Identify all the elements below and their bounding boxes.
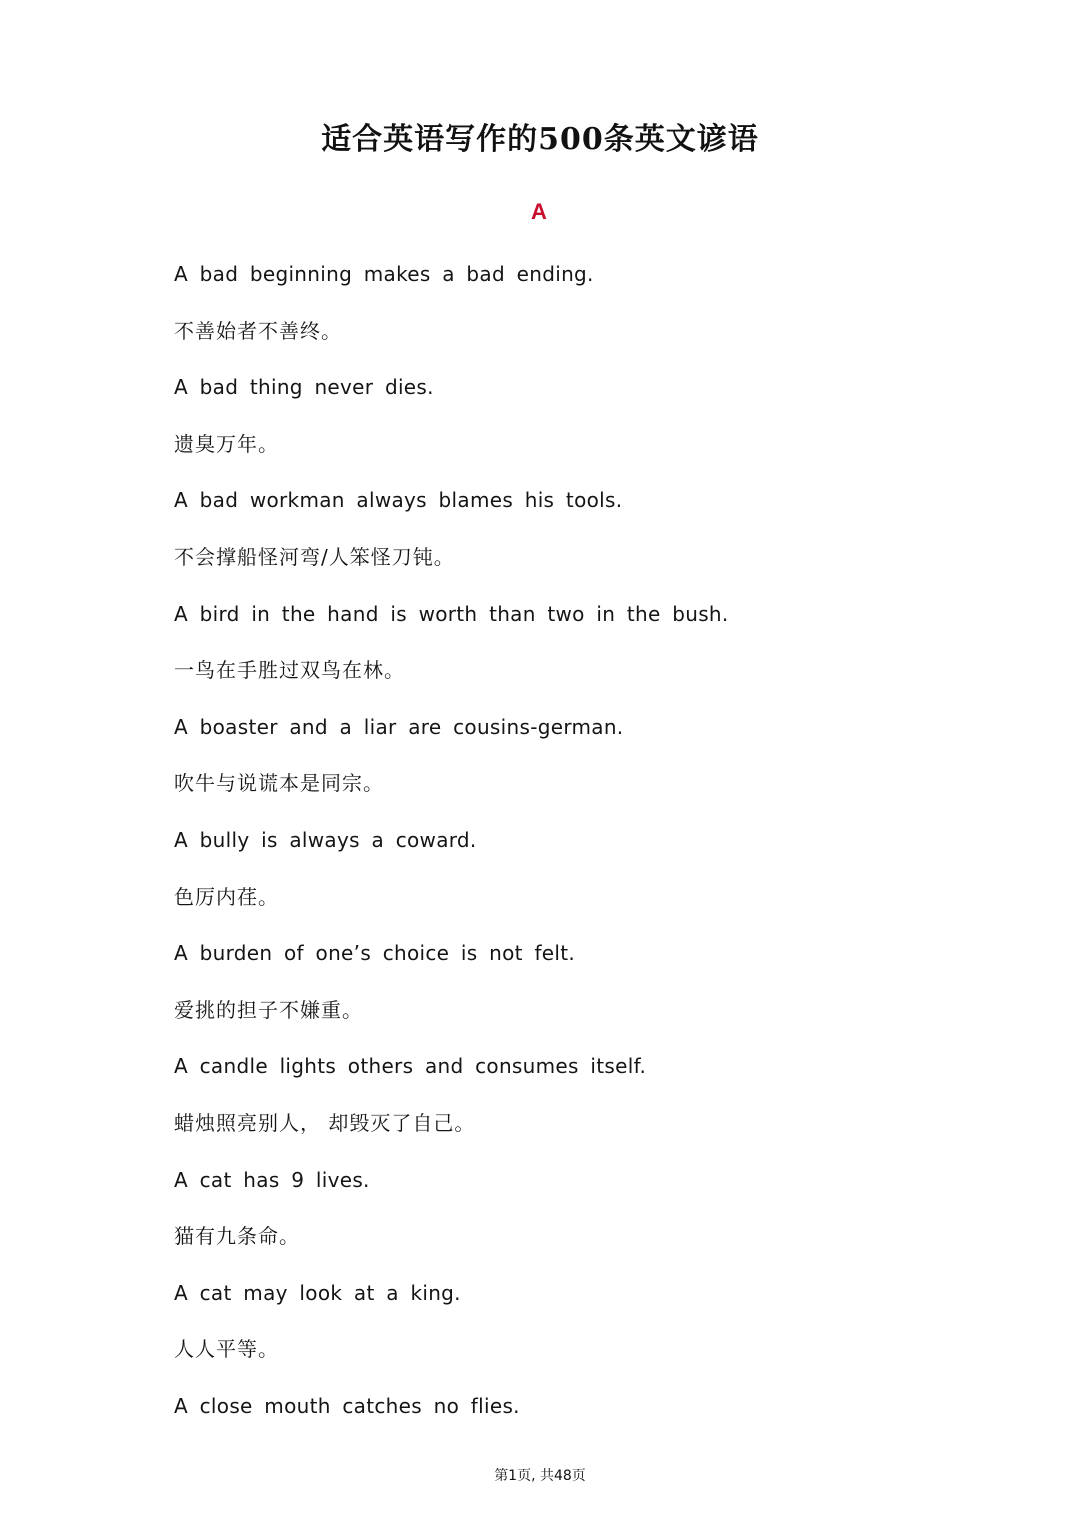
proverb-english: A candle lights others and consumes itself.: [174, 1054, 647, 1079]
proverb-entry: [174, 256, 954, 369]
proverb-entry: [174, 935, 954, 1048]
proverb-english: A cat may look at a king.: [174, 1280, 461, 1305]
proverb-english: A bad workman always blames his tools.: [174, 488, 623, 513]
proverb-chinese: 一鸟在手胜过双鸟在林。: [174, 658, 405, 683]
proverb-chinese: 遗臭万年。: [174, 431, 279, 456]
proverb-chinese: 蜡烛照亮别人， 却毁灭了自己。: [174, 1110, 476, 1135]
proverb-entry: [174, 822, 954, 935]
page-title: 适合英语写作的500条英文谚语: [321, 122, 759, 157]
proverb-english: A burden of one’s choice is not felt.: [174, 941, 576, 966]
proverb-chinese: 爱挑的担子不嫌重。: [174, 997, 363, 1022]
proverb-english: A cat has 9 lives.: [174, 1167, 370, 1192]
proverb-chinese: 不善始者不善终。: [174, 318, 342, 343]
proverb-chinese: 人人平等。: [174, 1337, 279, 1362]
proverb-english: A bad thing never dies.: [174, 375, 434, 400]
proverb-chinese: 色厉内荏。: [174, 884, 279, 909]
proverb-entry: [174, 1048, 954, 1161]
proverb-chinese: 猫有九条命。: [174, 1224, 300, 1249]
proverb-entry: [174, 1388, 954, 1445]
proverb-entry: [174, 709, 954, 822]
proverb-english: A bully is always a coward.: [174, 827, 477, 852]
proverb-entry: [174, 596, 954, 709]
proverb-entry: [174, 369, 954, 482]
proverb-english: A bird in the hand is worth than two in the bush.: [174, 601, 729, 626]
proverb-entry: [174, 1275, 954, 1388]
proverb-entry: [174, 1162, 954, 1275]
proverb-english: A close mouth catches no flies.: [174, 1393, 520, 1418]
proverb-chinese: 不会撑船怪河弯/人笨怪刀钝。: [174, 544, 455, 569]
proverb-chinese: 吹牛与说谎本是同宗。: [174, 771, 384, 796]
proverb-english: A boaster and a liar are cousins-german.: [174, 714, 624, 739]
proverb-english: A bad beginning makes a bad ending.: [174, 262, 594, 286]
proverb-list: [174, 256, 954, 1444]
section-heading-letter: A: [531, 199, 547, 224]
page-number: 第1页, 共48页: [494, 1468, 586, 1484]
proverb-entry: [174, 482, 954, 595]
